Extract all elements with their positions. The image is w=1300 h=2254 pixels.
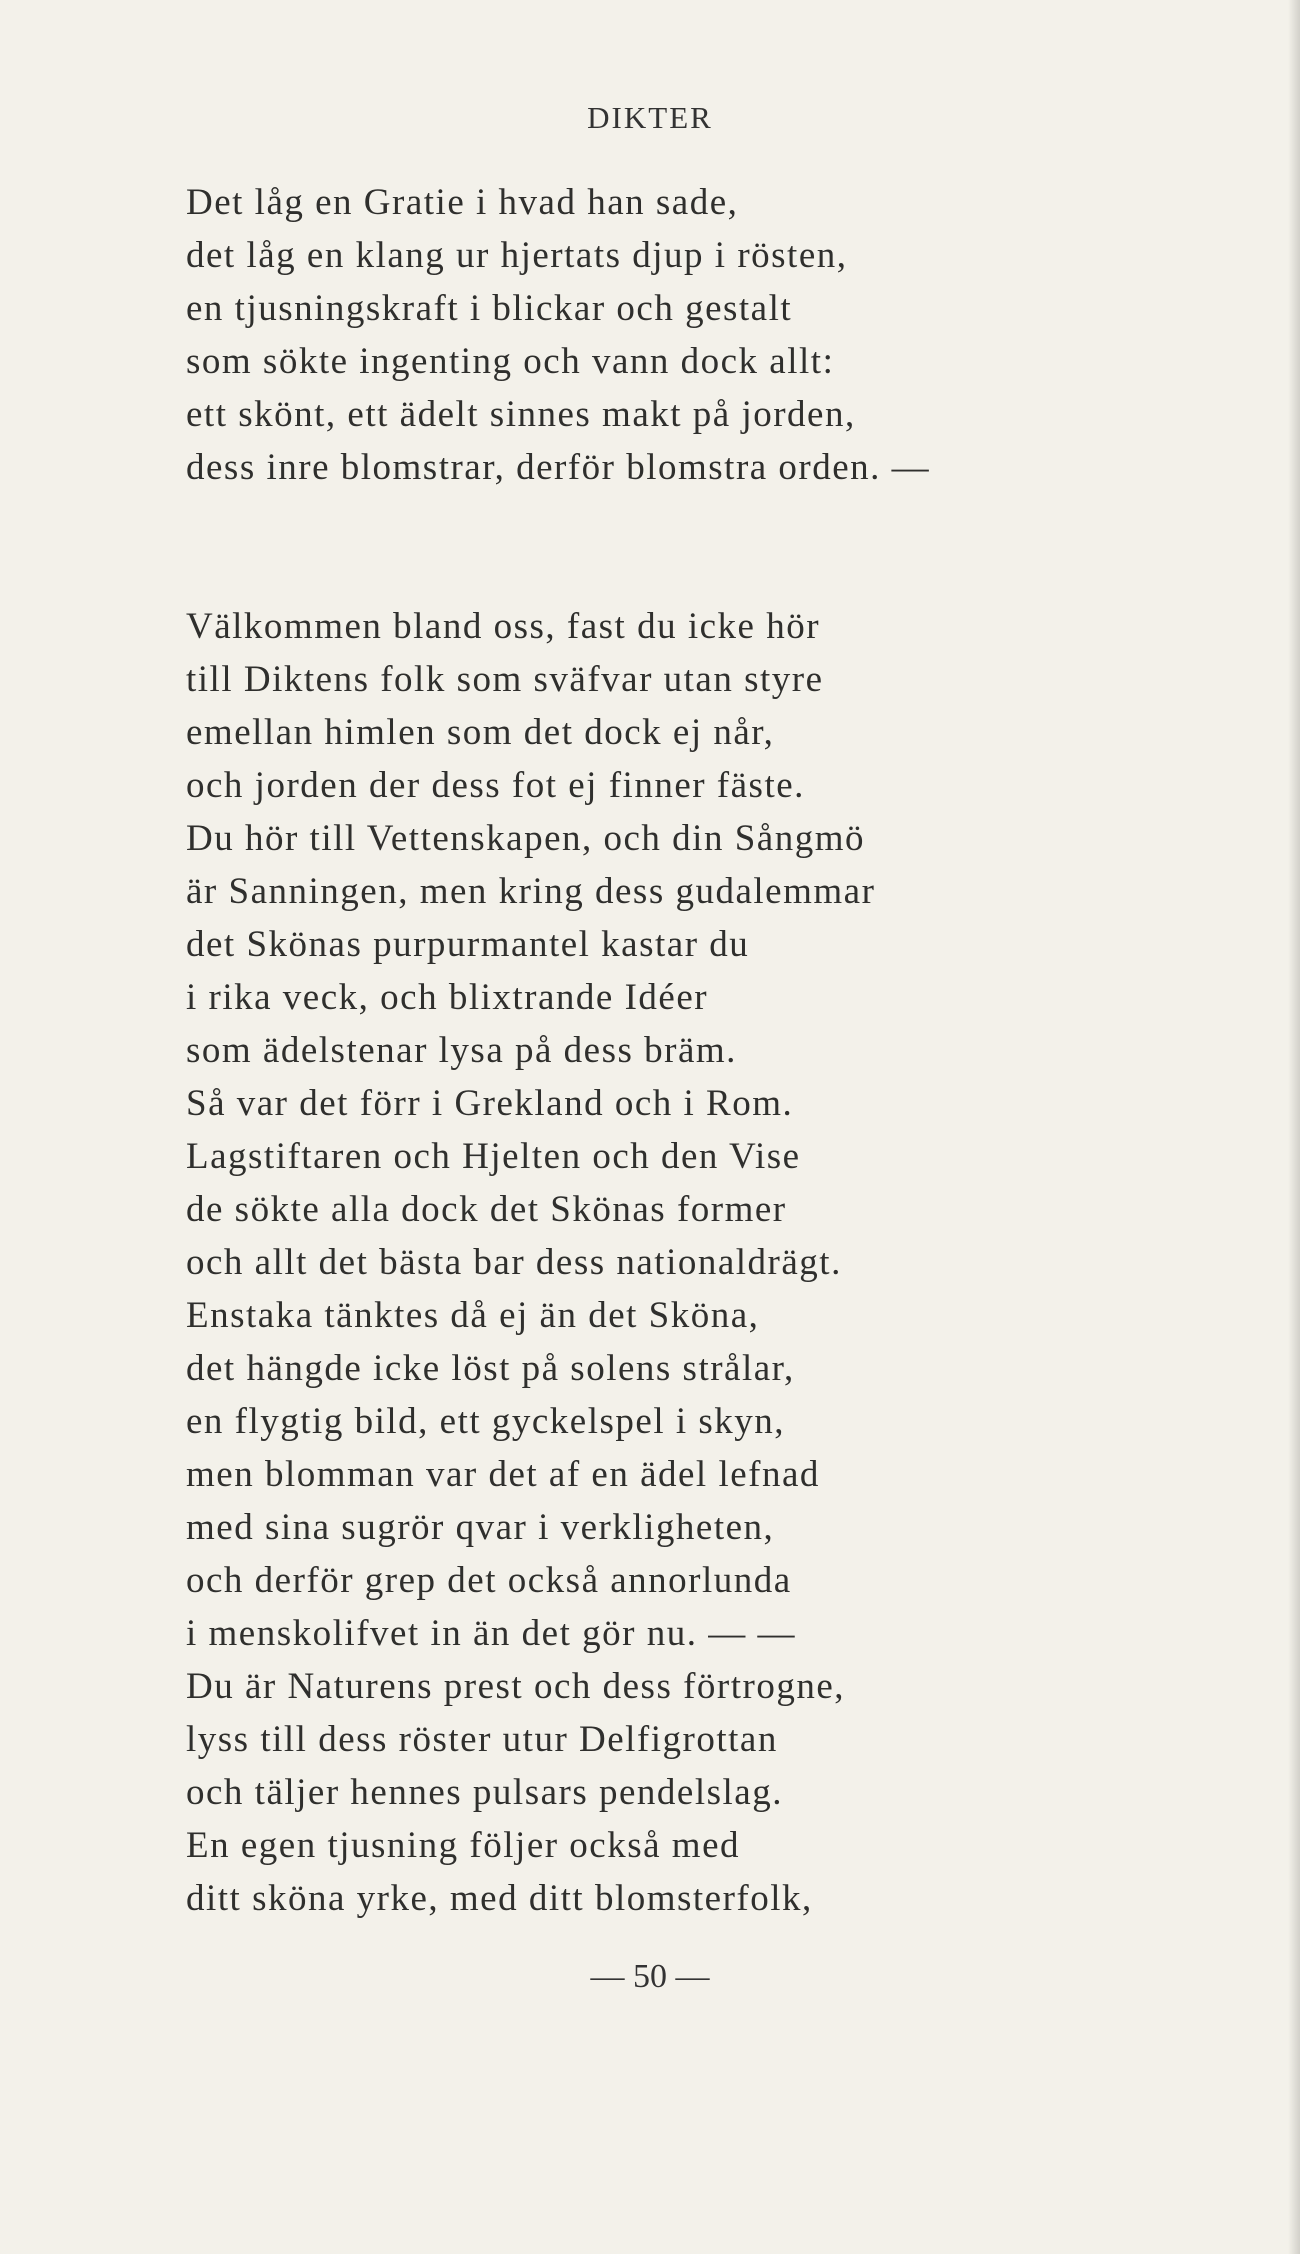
verse-line: ett skönt, ett ädelt sinnes makt på jorden, (186, 394, 856, 435)
page-number: — 50 — (590, 1958, 710, 1995)
stanza-2 (186, 600, 1186, 1925)
verse-line: är Sanningen, men kring dess gudalemmar (186, 871, 876, 912)
stanza-1 (186, 176, 1186, 494)
verse-line: i menskolifvet in än det gör nu. — — (186, 1613, 796, 1654)
running-head: DIKTER (587, 100, 713, 135)
verse-line: och derför grep det också annorlunda (186, 1560, 792, 1601)
verse-line: och jorden der dess fot ej finner fäste. (186, 765, 805, 806)
verse-line: det låg en klang ur hjertats djup i rösten, (186, 235, 848, 276)
verse-line: Du är Naturens prest och dess förtrogne, (186, 1666, 846, 1707)
verse-line: Lagstiftaren och Hjelten och den Vise (186, 1136, 801, 1177)
verse-line: emellan himlen som det dock ej når, (186, 712, 775, 753)
verse-line: Välkommen bland oss, fast du icke hör (186, 606, 821, 647)
verse-line: och täljer hennes pulsars pendelslag. (186, 1772, 783, 1813)
verse-line: Så var det förr i Grekland och i Rom. (186, 1083, 794, 1124)
page-edge-shadow (1288, 0, 1300, 2254)
verse-line: i rika veck, och blixtrande Idéer (186, 977, 709, 1018)
verse-line: en tjusningskraft i blickar och gestalt (186, 288, 793, 329)
verse-line: det Skönas purpurmantel kastar du (186, 924, 750, 965)
verse-line: lyss till dess röster utur Delfigrottan (186, 1719, 778, 1760)
verse-line: ditt sköna yrke, med ditt blomsterfolk, (186, 1878, 813, 1919)
verse-line: men blomman var det af en ädel lefnad (186, 1454, 820, 1495)
verse-line: det hängde icke löst på solens strålar, (186, 1348, 795, 1389)
verse-line: Du hör till Vettenskapen, och din Sångmö (186, 818, 865, 859)
verse-line: till Diktens folk som sväfvar utan styre (186, 659, 824, 700)
verse-line: Det låg en Gratie i hvad han sade, (186, 182, 739, 223)
verse-line: En egen tjusning följer också med (186, 1825, 741, 1866)
verse-line: de sökte alla dock det Skönas former (186, 1189, 787, 1230)
verse-line: med sina sugrör qvar i verkligheten, (186, 1507, 775, 1548)
verse-line: Enstaka tänktes då ej än det Sköna, (186, 1295, 760, 1336)
verse-line: som ädelstenar lysa på dess bräm. (186, 1030, 737, 1071)
verse-line: en flygtig bild, ett gyckelspel i skyn, (186, 1401, 786, 1442)
verse-line: dess inre blomstrar, derför blomstra orden. — (186, 447, 931, 488)
verse-line: och allt det bästa bar dess nationaldrägt. (186, 1242, 842, 1283)
verse-line: som sökte ingenting och vann dock allt: (186, 341, 835, 382)
